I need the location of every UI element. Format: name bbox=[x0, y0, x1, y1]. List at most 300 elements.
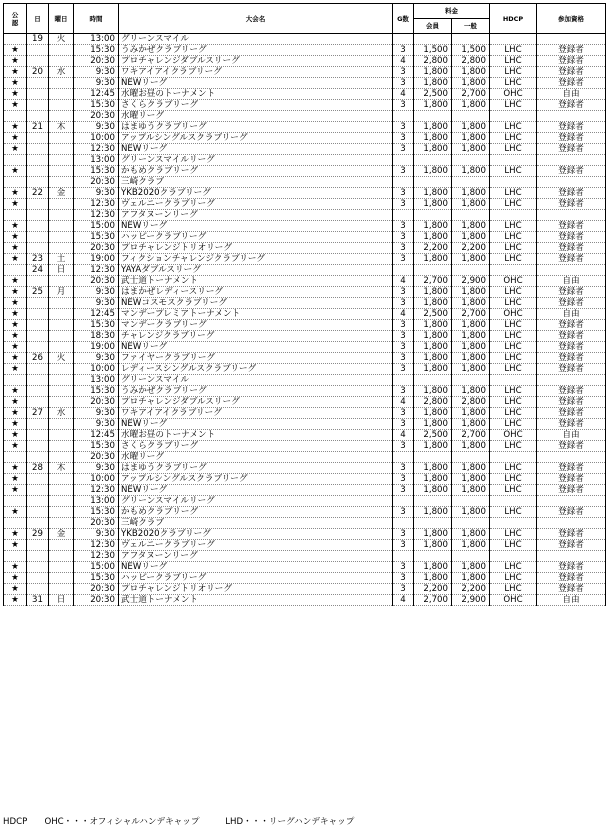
weekday-cell bbox=[49, 419, 74, 430]
event-name-cell: 水曜リーグ bbox=[119, 111, 393, 122]
day-cell bbox=[27, 210, 49, 221]
fee-member-cell: 1,800 bbox=[414, 364, 452, 375]
star-mark: ★ bbox=[4, 122, 27, 133]
event-name-cell: NEWリーグ bbox=[119, 419, 393, 430]
fee-general-cell: 1,800 bbox=[452, 100, 490, 111]
fee-general-cell: 1,800 bbox=[452, 188, 490, 199]
qualification-cell: 登録者 bbox=[537, 562, 606, 573]
table-row bbox=[4, 89, 606, 100]
table-row bbox=[4, 529, 606, 540]
event-name-cell: 武士道トーナメント bbox=[119, 276, 393, 287]
day-cell bbox=[27, 342, 49, 353]
qualification-cell bbox=[537, 34, 606, 45]
table-row bbox=[4, 485, 606, 496]
weekday-cell bbox=[49, 375, 74, 386]
fee-general-cell: 1,800 bbox=[452, 573, 490, 584]
table-row bbox=[4, 496, 606, 507]
header-fee-member: 会員 bbox=[414, 19, 452, 34]
weekday-cell bbox=[49, 144, 74, 155]
time-cell: 20:30 bbox=[74, 276, 119, 287]
fee-general-cell: 1,800 bbox=[452, 320, 490, 331]
event-name-cell: アフタヌーンリーグ bbox=[119, 210, 393, 221]
event-name-cell: ワキアイアイクラブリーグ bbox=[119, 408, 393, 419]
qualification-cell bbox=[537, 210, 606, 221]
fee-member-cell bbox=[414, 496, 452, 507]
weekday-cell: 金 bbox=[49, 188, 74, 199]
fee-member-cell: 1,800 bbox=[414, 166, 452, 177]
qualification-cell: 登録者 bbox=[537, 342, 606, 353]
hdcp-cell: LHC bbox=[490, 287, 537, 298]
qualification-cell: 登録者 bbox=[537, 441, 606, 452]
games-cell: 3 bbox=[393, 485, 414, 496]
hdcp-cell bbox=[490, 518, 537, 529]
time-cell: 15:30 bbox=[74, 320, 119, 331]
day-cell bbox=[27, 243, 49, 254]
time-cell: 9:30 bbox=[74, 298, 119, 309]
star-mark: ★ bbox=[4, 584, 27, 595]
qualification-cell: 登録者 bbox=[537, 287, 606, 298]
fee-general-cell: 1,800 bbox=[452, 364, 490, 375]
star-mark: ★ bbox=[4, 78, 27, 89]
time-cell: 12:45 bbox=[74, 89, 119, 100]
qualification-cell: 登録者 bbox=[537, 166, 606, 177]
hdcp-cell: LHC bbox=[490, 221, 537, 232]
event-name-cell: アップルシングルスクラブリーグ bbox=[119, 133, 393, 144]
hdcp-cell: LHC bbox=[490, 353, 537, 364]
star-mark: ★ bbox=[4, 397, 27, 408]
star-mark: ★ bbox=[4, 89, 27, 100]
table-row bbox=[4, 287, 606, 298]
fee-general-cell: 1,800 bbox=[452, 463, 490, 474]
hdcp-cell: LHC bbox=[490, 78, 537, 89]
weekday-cell bbox=[49, 221, 74, 232]
table-row bbox=[4, 364, 606, 375]
time-cell: 9:30 bbox=[74, 188, 119, 199]
games-cell: 3 bbox=[393, 573, 414, 584]
qualification-cell: 登録者 bbox=[537, 45, 606, 56]
star-mark: ★ bbox=[4, 474, 27, 485]
games-cell: 3 bbox=[393, 441, 414, 452]
table-row bbox=[4, 188, 606, 199]
fee-general-cell: 1,800 bbox=[452, 199, 490, 210]
table-row bbox=[4, 166, 606, 177]
fee-member-cell: 1,800 bbox=[414, 144, 452, 155]
games-cell bbox=[393, 452, 414, 463]
time-cell: 20:30 bbox=[74, 111, 119, 122]
table-row bbox=[4, 122, 606, 133]
star-mark: ★ bbox=[4, 320, 27, 331]
fee-general-cell: 1,800 bbox=[452, 540, 490, 551]
weekday-cell bbox=[49, 210, 74, 221]
fee-member-cell bbox=[414, 210, 452, 221]
hdcp-cell: LHC bbox=[490, 133, 537, 144]
star-mark: ★ bbox=[4, 243, 27, 254]
weekday-cell: 木 bbox=[49, 463, 74, 474]
hdcp-cell: LHC bbox=[490, 485, 537, 496]
hdcp-cell: OHC bbox=[490, 595, 537, 606]
event-name-cell: さくらクラブリーグ bbox=[119, 441, 393, 452]
hdcp-cell: LHC bbox=[490, 529, 537, 540]
table-row bbox=[4, 78, 606, 89]
header-weekday: 曜日 bbox=[49, 4, 74, 34]
games-cell: 3 bbox=[393, 221, 414, 232]
weekday-cell bbox=[49, 298, 74, 309]
qualification-cell: 登録者 bbox=[537, 243, 606, 254]
time-cell: 12:30 bbox=[74, 485, 119, 496]
day-cell bbox=[27, 518, 49, 529]
fee-general-cell: 1,800 bbox=[452, 166, 490, 177]
fee-general-cell: 1,800 bbox=[452, 78, 490, 89]
event-name-cell: マンデープレミアトーナメント bbox=[119, 309, 393, 320]
day-cell: 20 bbox=[27, 67, 49, 78]
time-cell: 13:00 bbox=[74, 34, 119, 45]
weekday-cell bbox=[49, 56, 74, 67]
time-cell: 9:30 bbox=[74, 287, 119, 298]
weekday-cell bbox=[49, 111, 74, 122]
time-cell: 13:00 bbox=[74, 375, 119, 386]
games-cell: 4 bbox=[393, 397, 414, 408]
time-cell: 13:00 bbox=[74, 496, 119, 507]
event-name-cell: YAYAダブルスリーグ bbox=[119, 265, 393, 276]
qualification-cell: 登録者 bbox=[537, 463, 606, 474]
day-cell bbox=[27, 474, 49, 485]
time-cell: 20:30 bbox=[74, 452, 119, 463]
table-row bbox=[4, 463, 606, 474]
fee-member-cell: 1,800 bbox=[414, 386, 452, 397]
day-cell bbox=[27, 276, 49, 287]
qualification-cell bbox=[537, 155, 606, 166]
hdcp-cell bbox=[490, 452, 537, 463]
event-name-cell: ヴェルニークラブリーグ bbox=[119, 199, 393, 210]
fee-member-cell bbox=[414, 155, 452, 166]
qualification-cell bbox=[537, 265, 606, 276]
games-cell bbox=[393, 210, 414, 221]
games-cell: 3 bbox=[393, 507, 414, 518]
day-cell: 28 bbox=[27, 463, 49, 474]
time-cell: 20:30 bbox=[74, 595, 119, 606]
header-fee: 料金 bbox=[414, 4, 490, 19]
star-mark: ★ bbox=[4, 133, 27, 144]
star-mark bbox=[4, 452, 27, 463]
qualification-cell: 登録者 bbox=[537, 419, 606, 430]
games-cell: 3 bbox=[393, 463, 414, 474]
fee-general-cell: 1,800 bbox=[452, 562, 490, 573]
fee-member-cell: 1,800 bbox=[414, 331, 452, 342]
star-mark: ★ bbox=[4, 364, 27, 375]
qualification-cell: 登録者 bbox=[537, 56, 606, 67]
games-cell: 3 bbox=[393, 122, 414, 133]
star-mark: ★ bbox=[4, 408, 27, 419]
fee-member-cell: 2,500 bbox=[414, 89, 452, 100]
fee-general-cell: 1,800 bbox=[452, 474, 490, 485]
table-row bbox=[4, 353, 606, 364]
hdcp-cell bbox=[490, 375, 537, 386]
event-name-cell: プロチャレンジトリオリーグ bbox=[119, 584, 393, 595]
weekday-cell bbox=[49, 89, 74, 100]
hdcp-cell bbox=[490, 111, 537, 122]
table-header bbox=[4, 4, 606, 34]
table-row bbox=[4, 419, 606, 430]
star-mark: ★ bbox=[4, 331, 27, 342]
day-cell bbox=[27, 507, 49, 518]
day-cell bbox=[27, 45, 49, 56]
weekday-cell bbox=[49, 100, 74, 111]
fee-general-cell: 1,800 bbox=[452, 353, 490, 364]
time-cell: 10:00 bbox=[74, 133, 119, 144]
table-row bbox=[4, 100, 606, 111]
weekday-cell: 日 bbox=[49, 265, 74, 276]
hdcp-cell: OHC bbox=[490, 276, 537, 287]
table-row bbox=[4, 144, 606, 155]
hdcp-cell: LHC bbox=[490, 67, 537, 78]
weekday-cell: 木 bbox=[49, 122, 74, 133]
weekday-cell bbox=[49, 386, 74, 397]
table-row bbox=[4, 243, 606, 254]
table-row bbox=[4, 34, 606, 45]
table-row bbox=[4, 441, 606, 452]
weekday-cell: 火 bbox=[49, 34, 74, 45]
time-cell: 19:00 bbox=[74, 342, 119, 353]
time-cell: 15:30 bbox=[74, 45, 119, 56]
time-cell: 12:30 bbox=[74, 199, 119, 210]
table-row bbox=[4, 562, 606, 573]
table-row bbox=[4, 375, 606, 386]
weekday-cell: 土 bbox=[49, 254, 74, 265]
qualification-cell bbox=[537, 452, 606, 463]
table-row bbox=[4, 430, 606, 441]
fee-member-cell: 2,500 bbox=[414, 430, 452, 441]
fee-general-cell: 1,800 bbox=[452, 529, 490, 540]
time-cell: 12:45 bbox=[74, 309, 119, 320]
hdcp-cell: LHC bbox=[490, 386, 537, 397]
day-cell bbox=[27, 221, 49, 232]
fee-general-cell bbox=[452, 518, 490, 529]
table-row bbox=[4, 474, 606, 485]
table-row bbox=[4, 331, 606, 342]
fee-member-cell: 1,800 bbox=[414, 133, 452, 144]
time-cell: 9:30 bbox=[74, 353, 119, 364]
table-row bbox=[4, 452, 606, 463]
hdcp-cell: LHC bbox=[490, 441, 537, 452]
qualification-cell: 登録者 bbox=[537, 221, 606, 232]
time-cell: 20:30 bbox=[74, 56, 119, 67]
event-name-cell: さくらクラブリーグ bbox=[119, 100, 393, 111]
weekday-cell bbox=[49, 584, 74, 595]
weekday-cell bbox=[49, 309, 74, 320]
games-cell: 4 bbox=[393, 595, 414, 606]
day-cell bbox=[27, 573, 49, 584]
event-name-cell: NEWコスモスクラブリーグ bbox=[119, 298, 393, 309]
fee-general-cell: 2,700 bbox=[452, 309, 490, 320]
fee-general-cell: 1,800 bbox=[452, 122, 490, 133]
fee-member-cell: 1,800 bbox=[414, 232, 452, 243]
table-row bbox=[4, 342, 606, 353]
event-name-cell: YKB2020クラブリーグ bbox=[119, 188, 393, 199]
weekday-cell bbox=[49, 452, 74, 463]
table-row bbox=[4, 276, 606, 287]
time-cell: 12:30 bbox=[74, 144, 119, 155]
day-cell bbox=[27, 89, 49, 100]
games-cell: 3 bbox=[393, 45, 414, 56]
star-mark bbox=[4, 551, 27, 562]
table-row bbox=[4, 45, 606, 56]
day-cell bbox=[27, 78, 49, 89]
qualification-cell: 登録者 bbox=[537, 474, 606, 485]
fee-member-cell: 2,500 bbox=[414, 309, 452, 320]
games-cell bbox=[393, 375, 414, 386]
qualification-cell bbox=[537, 551, 606, 562]
day-cell bbox=[27, 166, 49, 177]
fee-member-cell: 1,800 bbox=[414, 298, 452, 309]
games-cell: 3 bbox=[393, 243, 414, 254]
fee-member-cell: 1,800 bbox=[414, 78, 452, 89]
fee-general-cell: 2,700 bbox=[452, 89, 490, 100]
star-mark: ★ bbox=[4, 67, 27, 78]
day-cell bbox=[27, 111, 49, 122]
weekday-cell bbox=[49, 232, 74, 243]
star-mark bbox=[4, 210, 27, 221]
day-cell: 27 bbox=[27, 408, 49, 419]
day-cell: 25 bbox=[27, 287, 49, 298]
star-mark bbox=[4, 518, 27, 529]
time-cell: 20:30 bbox=[74, 584, 119, 595]
fee-member-cell bbox=[414, 551, 452, 562]
event-name-cell: アップルシングルスクラブリーグ bbox=[119, 474, 393, 485]
qualification-cell bbox=[537, 111, 606, 122]
table-row bbox=[4, 221, 606, 232]
games-cell: 3 bbox=[393, 562, 414, 573]
table-row bbox=[4, 254, 606, 265]
day-cell bbox=[27, 562, 49, 573]
event-name-cell: アフタヌーンリーグ bbox=[119, 551, 393, 562]
fee-member-cell: 1,800 bbox=[414, 507, 452, 518]
weekday-cell bbox=[49, 78, 74, 89]
fee-member-cell bbox=[414, 111, 452, 122]
weekday-cell bbox=[49, 507, 74, 518]
header-time: 時間 bbox=[74, 4, 119, 34]
table-row bbox=[4, 584, 606, 595]
weekday-cell bbox=[49, 474, 74, 485]
time-cell: 15:00 bbox=[74, 221, 119, 232]
star-mark bbox=[4, 177, 27, 188]
weekday-cell: 水 bbox=[49, 67, 74, 78]
event-name-cell: かもめクラブリーグ bbox=[119, 507, 393, 518]
fee-member-cell: 2,800 bbox=[414, 56, 452, 67]
star-mark: ★ bbox=[4, 298, 27, 309]
hdcp-cell: LHC bbox=[490, 188, 537, 199]
header-hdcp: HDCP bbox=[490, 4, 537, 34]
hdcp-cell bbox=[490, 551, 537, 562]
games-cell: 4 bbox=[393, 276, 414, 287]
games-cell: 4 bbox=[393, 89, 414, 100]
star-mark bbox=[4, 265, 27, 276]
star-mark: ★ bbox=[4, 221, 27, 232]
day-cell bbox=[27, 177, 49, 188]
fee-member-cell: 1,800 bbox=[414, 419, 452, 430]
weekday-cell bbox=[49, 518, 74, 529]
games-cell: 3 bbox=[393, 100, 414, 111]
fee-member-cell: 1,800 bbox=[414, 474, 452, 485]
time-cell: 20:30 bbox=[74, 397, 119, 408]
star-mark: ★ bbox=[4, 45, 27, 56]
event-name-cell: 三崎クラブ bbox=[119, 177, 393, 188]
time-cell: 15:30 bbox=[74, 441, 119, 452]
table-row bbox=[4, 518, 606, 529]
fee-general-cell bbox=[452, 177, 490, 188]
hdcp-cell: LHC bbox=[490, 419, 537, 430]
table-row bbox=[4, 551, 606, 562]
weekday-cell bbox=[49, 573, 74, 584]
star-mark: ★ bbox=[4, 309, 27, 320]
weekday-cell bbox=[49, 540, 74, 551]
event-name-cell: マンデークラブリーグ bbox=[119, 320, 393, 331]
fee-general-cell: 2,200 bbox=[452, 243, 490, 254]
star-mark: ★ bbox=[4, 232, 27, 243]
event-name-cell: はまかぜレディースリーグ bbox=[119, 287, 393, 298]
games-cell bbox=[393, 265, 414, 276]
day-cell bbox=[27, 56, 49, 67]
games-cell: 4 bbox=[393, 309, 414, 320]
schedule-table bbox=[3, 3, 606, 606]
weekday-cell bbox=[49, 441, 74, 452]
event-name-cell: フィクションチャレンジクラブリーグ bbox=[119, 254, 393, 265]
fee-general-cell: 2,700 bbox=[452, 430, 490, 441]
event-name-cell: プロチャレンジダブルスリーグ bbox=[119, 397, 393, 408]
hdcp-cell: LHC bbox=[490, 45, 537, 56]
event-name-cell: グリーンスマイルリーグ bbox=[119, 155, 393, 166]
event-name-cell: レディースシングルスクラブリーグ bbox=[119, 364, 393, 375]
fee-member-cell: 1,800 bbox=[414, 199, 452, 210]
star-mark: ★ bbox=[4, 430, 27, 441]
weekday-cell bbox=[49, 155, 74, 166]
day-cell bbox=[27, 452, 49, 463]
fee-member-cell: 1,800 bbox=[414, 287, 452, 298]
event-name-cell: NEWリーグ bbox=[119, 221, 393, 232]
hdcp-cell: LHC bbox=[490, 507, 537, 518]
hdcp-cell: LHC bbox=[490, 342, 537, 353]
hdcp-cell: LHC bbox=[490, 397, 537, 408]
event-name-cell: ヴェルニークラブリーグ bbox=[119, 540, 393, 551]
games-cell: 3 bbox=[393, 331, 414, 342]
fee-general-cell: 1,800 bbox=[452, 441, 490, 452]
games-cell: 3 bbox=[393, 144, 414, 155]
event-name-cell: NEWリーグ bbox=[119, 144, 393, 155]
fee-general-cell: 2,900 bbox=[452, 595, 490, 606]
fee-general-cell: 1,800 bbox=[452, 507, 490, 518]
weekday-cell bbox=[49, 496, 74, 507]
hdcp-cell bbox=[490, 177, 537, 188]
day-cell bbox=[27, 584, 49, 595]
games-cell: 3 bbox=[393, 386, 414, 397]
table-row bbox=[4, 507, 606, 518]
day-cell bbox=[27, 397, 49, 408]
games-cell: 3 bbox=[393, 540, 414, 551]
event-name-cell: プロチャレンジトリオリーグ bbox=[119, 243, 393, 254]
games-cell: 3 bbox=[393, 232, 414, 243]
fee-member-cell: 1,800 bbox=[414, 441, 452, 452]
qualification-cell: 登録者 bbox=[537, 78, 606, 89]
time-cell: 20:30 bbox=[74, 518, 119, 529]
event-name-cell: プロチャレンジダブルスリーグ bbox=[119, 56, 393, 67]
time-cell: 9:30 bbox=[74, 78, 119, 89]
fee-member-cell: 1,500 bbox=[414, 45, 452, 56]
day-cell bbox=[27, 485, 49, 496]
star-mark: ★ bbox=[4, 56, 27, 67]
star-mark: ★ bbox=[4, 144, 27, 155]
day-cell bbox=[27, 419, 49, 430]
time-cell: 15:30 bbox=[74, 507, 119, 518]
time-cell: 9:30 bbox=[74, 463, 119, 474]
